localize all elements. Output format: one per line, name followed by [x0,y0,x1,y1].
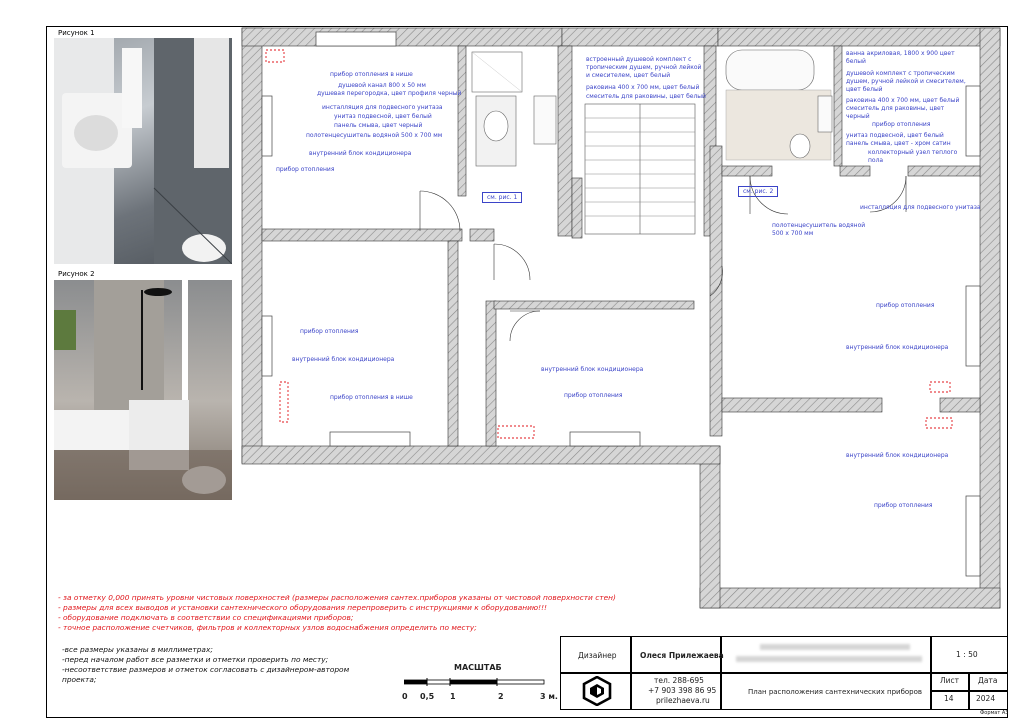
label-install-wc-1: инсталляция для подвесного унитаза [322,104,443,111]
bathroom-photo-2 [54,280,232,500]
scale-tick-3: 3 м. [540,692,558,701]
designer-logo [582,676,612,706]
label-ac-mid: внутренний блок кондиционера [541,366,644,373]
note-red-4: - точное расположение счетчиков, фильтров и коллекторных узлов водоснабжения определить по месту; [58,623,477,632]
drawing-scale: 1 : 50 [956,650,978,659]
note-black-2: -перед началом работ все разметки и отметки проверить по месту; [62,655,329,664]
label-bath-2: белый [846,58,866,65]
designer-phone-1: тел. 288-695 [654,676,704,685]
label-heater-big2: прибор отопления [874,502,933,509]
label-flush-chrome: панель смыва, цвет - хром сатин [846,140,951,147]
note-red-2: - размеры для всех выводов и установки сантехнического оборудования перепроверить с инструкциями к оборудованию!!! [58,603,548,612]
note-red-1: - за отметку 0,000 принять уровни чистовых поверхностей (размеры расположения сантех.приборов указаны от чистовой поверхности стен) [58,593,616,602]
label-sink2-2: смеситель для раковины, цвет [846,105,945,112]
note-red-3: - оборудование подключать в соответствии со спецификациями приборов; [58,613,354,622]
scale-tick-0: 0 [402,692,408,701]
label-heater-left: прибор отопления [300,328,359,335]
sheet-label: Лист [940,676,960,685]
label-heater-bath2: прибор отопления [872,121,931,128]
designer-role: Дизайнер [578,651,617,660]
label-shower-partition: душевая перегородка, цвет профиля черный [317,90,462,97]
label-sink-2: смеситель для раковины, цвет белый [586,93,706,100]
label-towel2-2: 500 х 700 мм [772,230,814,237]
title-block-address-cell [720,636,932,674]
label-towel2-1: полотенцесушитель водяной [772,222,866,229]
bathroom-photo-1 [54,38,232,264]
label-sink-1: раковина 400 х 700 мм, цвет белый [586,84,700,91]
label-ac-big2: внутренний блок кондиционера [846,452,949,459]
see-figure-1-tag: см. рис. 1 [482,192,522,203]
note-black-4: проекта; [62,675,97,684]
label-shower-kit-1: встроенный душевой комплект с [586,56,692,63]
label-heater-niche-1: прибор отопления в нише [330,71,413,78]
label-collector-2: пола [868,157,884,164]
figure-2-caption: Рисунок 2 [58,270,95,278]
label-install-wc-2: инсталляция для подвесного унитаза [860,204,981,211]
designer-name: Олеся Прилежаева [640,651,724,660]
figure-1-caption: Рисунок 1 [58,29,95,37]
label-sink2-3: черный [846,113,870,120]
label-flush-black: панель смыва, цвет черный [334,122,423,129]
label-wc2: унитаз подвесной, цвет белый [846,132,944,139]
see-figure-2-tag: см. рис. 2 [738,186,778,197]
label-bath-kit-3: цвет белый [846,86,883,93]
label-ac-left: внутренний блок кондиционера [292,356,395,363]
scale-title: МАСШТАБ [454,663,502,672]
sheet-number: 14 [944,694,954,703]
label-towel-1: полотенцесушитель водяной 500 х 700 мм [306,132,443,139]
scale-tick-05: 0,5 [420,692,435,701]
blurred-address-1 [760,644,910,650]
label-bath-1: ванна акриловая, 1800 х 900 цвет [846,50,955,57]
label-heater-big1: прибор отопления [876,302,935,309]
label-collector-1: коллекторный узел теплого [868,149,958,156]
label-wc-white: унитаз подвесной, цвет белый [334,113,432,120]
scale-tick-2: 2 [498,692,504,701]
scale-bar [404,676,546,690]
note-black-3: -несоответствие размеров и отметок согласовать с дизайнером-автором [62,665,350,674]
label-heater-niche-2: прибор отопления в нише [330,394,413,401]
paper-format: Формат А3 [980,710,1009,716]
label-shower-channel: душевой канал 800 х 50 мм [338,82,426,89]
label-bath-kit-2: душем, ручной лейкой и смесителем, [846,78,966,85]
designer-site: prilezhaeva.ru [656,696,710,705]
label-bath-kit-1: душевой комплект с тропическим [846,70,955,77]
label-ac-1: внутренний блок кондиционера [309,150,412,157]
label-shower-kit-3: и смесителем, цвет белый [586,72,671,79]
label-ac-big1-1: внутренний блок кондиционера [846,344,949,351]
blurred-address-2 [736,656,922,662]
note-black-1: -все размеры указаны в миллиметрах; [62,645,213,654]
designer-phone-2: +7 903 398 86 95 [648,686,717,695]
label-heater-1: прибор отопления [276,166,335,173]
scale-tick-1: 1 [450,692,456,701]
label-sink2-1: раковина 400 х 700 мм, цвет белый [846,97,960,104]
date-label: Дата [978,676,998,685]
drawing-date: 2024 [976,694,996,703]
drawing-title: План расположения сантехнических приборов [748,688,923,696]
label-shower-kit-2: тропическим душем, ручной лейкой [586,64,702,71]
label-heater-mid: прибор отопления [564,392,623,399]
